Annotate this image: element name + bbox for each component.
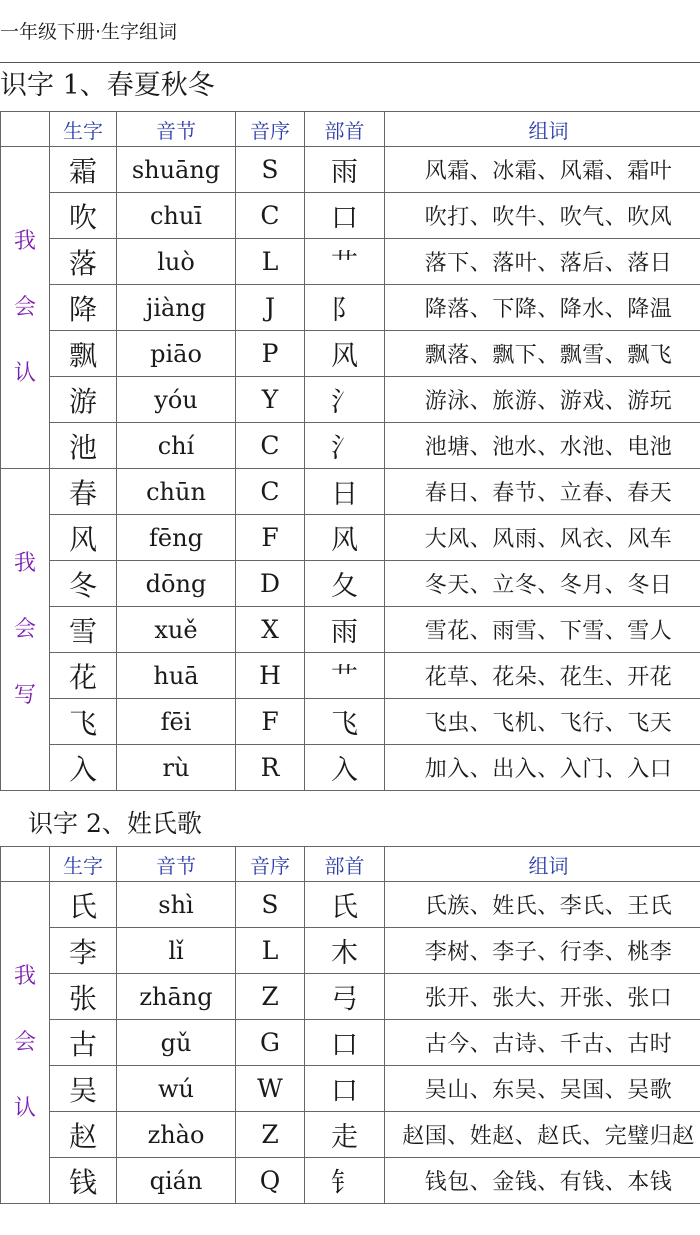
- pinyin-cell: rù: [117, 745, 236, 791]
- group-label-char: 会: [13, 1029, 36, 1055]
- phonetic-order-cell: C: [236, 423, 305, 469]
- radical-cell: 风: [305, 515, 385, 561]
- table-row: [1, 561, 700, 607]
- word-group-cell: 雪花、雨雪、下雪、雪人: [385, 607, 700, 653]
- table-row: [1, 1066, 700, 1112]
- table-row: [1, 469, 700, 515]
- character-cell: 冬: [50, 561, 117, 607]
- character-cell: 降: [50, 285, 117, 331]
- pinyin-cell: luò: [117, 239, 236, 285]
- phonetic-order-cell: D: [236, 561, 305, 607]
- table-header-row: [1, 112, 700, 147]
- word-group-cell: 冬天、立冬、冬月、冬日: [385, 561, 700, 607]
- word-group-cell: 春日、春节、立春、春天: [385, 469, 700, 515]
- character-cell: 池: [50, 423, 117, 469]
- character-cell: 钱: [50, 1158, 117, 1204]
- header-divider: [0, 62, 700, 63]
- pinyin-cell: chūn: [117, 469, 236, 515]
- character-cell: 李: [50, 928, 117, 974]
- character-cell: 吴: [50, 1066, 117, 1112]
- word-group-cell: 降落、下降、降水、降温: [385, 285, 700, 331]
- character-cell: 吹: [50, 193, 117, 239]
- character-cell: 春: [50, 469, 117, 515]
- lesson1-table: [0, 111, 700, 791]
- word-group-cell: 吴山、东吴、吴国、吴歌: [385, 1066, 700, 1112]
- radical-cell: 氵: [305, 423, 385, 469]
- table-row: [1, 239, 700, 285]
- word-group-cell: 落下、落叶、落后、落日: [385, 239, 700, 285]
- phonetic-order-cell: W: [236, 1066, 305, 1112]
- table-row: [1, 699, 700, 745]
- character-cell: 花: [50, 653, 117, 699]
- character-cell: 游: [50, 377, 117, 423]
- table-row: [1, 653, 700, 699]
- radical-cell: 氏: [305, 882, 385, 928]
- pinyin-cell: jiàng: [117, 285, 236, 331]
- phonetic-order-cell: Z: [236, 1112, 305, 1158]
- radical-cell: 艹: [305, 653, 385, 699]
- phonetic-order-cell: Z: [236, 974, 305, 1020]
- radical-cell: 雨: [305, 607, 385, 653]
- phonetic-order-cell: Y: [236, 377, 305, 423]
- radical-cell: 艹: [305, 239, 385, 285]
- word-group-cell: 李树、李子、行李、桃李: [385, 928, 700, 974]
- table-row: [1, 974, 700, 1020]
- pinyin-cell: shuāng: [117, 147, 236, 193]
- group-label: [1, 147, 50, 469]
- phonetic-order-cell: S: [236, 882, 305, 928]
- header-blank-cell: [1, 847, 50, 882]
- table-header-row: [1, 847, 700, 882]
- phonetic-order-cell: H: [236, 653, 305, 699]
- table-row: [1, 331, 700, 377]
- radical-cell: 口: [305, 1066, 385, 1112]
- group-label-char: 我: [13, 228, 36, 254]
- radical-cell: 日: [305, 469, 385, 515]
- table-row: [1, 423, 700, 469]
- word-group-cell: 吹打、吹牛、吹气、吹风: [385, 193, 700, 239]
- group-label: [1, 469, 50, 791]
- pinyin-cell: gǔ: [117, 1020, 236, 1066]
- word-group-cell: 张开、张大、开张、张口: [385, 974, 700, 1020]
- character-cell: 落: [50, 239, 117, 285]
- table-row: [1, 193, 700, 239]
- table-row: [1, 515, 700, 561]
- character-cell: 飘: [50, 331, 117, 377]
- pinyin-cell: piāo: [117, 331, 236, 377]
- phonetic-order-cell: X: [236, 607, 305, 653]
- character-cell: 古: [50, 1020, 117, 1066]
- group-label-char: 会: [13, 616, 36, 642]
- column-header-words: 组词: [385, 112, 700, 147]
- table-row: [1, 882, 700, 928]
- phonetic-order-cell: F: [236, 699, 305, 745]
- table-row: [1, 1020, 700, 1066]
- column-header-char: 生字: [50, 847, 117, 882]
- pinyin-cell: shì: [117, 882, 236, 928]
- column-header-order: 音序: [236, 847, 305, 882]
- page-header: 一年级下册·生字组词: [0, 21, 178, 43]
- character-cell: 入: [50, 745, 117, 791]
- radical-cell: 走: [305, 1112, 385, 1158]
- radical-cell: 入: [305, 745, 385, 791]
- radical-cell: 口: [305, 193, 385, 239]
- character-cell: 雪: [50, 607, 117, 653]
- table-row: [1, 745, 700, 791]
- word-group-cell: 游泳、旅游、游戏、游玩: [385, 377, 700, 423]
- character-cell: 赵: [50, 1112, 117, 1158]
- pinyin-cell: zhào: [117, 1112, 236, 1158]
- phonetic-order-cell: L: [236, 928, 305, 974]
- pinyin-cell: xuě: [117, 607, 236, 653]
- word-group-cell: 氏族、姓氏、李氏、王氏: [385, 882, 700, 928]
- word-group-cell: 花草、花朵、花生、开花: [385, 653, 700, 699]
- word-group-cell: 古今、古诗、千古、古时: [385, 1020, 700, 1066]
- word-group-cell: 赵国、姓赵、赵氏、完璧归赵: [385, 1112, 700, 1158]
- group-label: [1, 882, 50, 1204]
- phonetic-order-cell: Q: [236, 1158, 305, 1204]
- phonetic-order-cell: G: [236, 1020, 305, 1066]
- character-cell: 张: [50, 974, 117, 1020]
- radical-cell: 钅: [305, 1158, 385, 1204]
- column-header-order: 音序: [236, 112, 305, 147]
- group-label-char: 我: [13, 963, 36, 989]
- radical-cell: 阝: [305, 285, 385, 331]
- pinyin-cell: qián: [117, 1158, 236, 1204]
- phonetic-order-cell: L: [236, 239, 305, 285]
- lesson2-table: [0, 846, 700, 1204]
- table-row: [1, 285, 700, 331]
- column-header-words: 组词: [385, 847, 700, 882]
- group-label-char: 会: [13, 294, 36, 320]
- pinyin-cell: yóu: [117, 377, 236, 423]
- group-label-char: 我: [13, 550, 36, 576]
- radical-cell: 木: [305, 928, 385, 974]
- phonetic-order-cell: R: [236, 745, 305, 791]
- radical-cell: 弓: [305, 974, 385, 1020]
- pinyin-cell: chí: [117, 423, 236, 469]
- phonetic-order-cell: J: [236, 285, 305, 331]
- table-row: [1, 928, 700, 974]
- radical-cell: 口: [305, 1020, 385, 1066]
- character-cell: 飞: [50, 699, 117, 745]
- phonetic-order-cell: S: [236, 147, 305, 193]
- group-label-char: 认: [13, 360, 36, 386]
- pinyin-cell: huā: [117, 653, 236, 699]
- phonetic-order-cell: C: [236, 193, 305, 239]
- radical-cell: 夂: [305, 561, 385, 607]
- group-label-char: 认: [13, 1095, 36, 1121]
- column-header-char: 生字: [50, 112, 117, 147]
- lesson2-title: 识字 2、姓氏歌: [28, 809, 202, 838]
- column-header-pinyin: 音节: [117, 112, 236, 147]
- header-blank-cell: [1, 112, 50, 147]
- table-row: [1, 1112, 700, 1158]
- character-cell: 氏: [50, 882, 117, 928]
- phonetic-order-cell: P: [236, 331, 305, 377]
- lesson1-title: 识字 1、春夏秋冬: [0, 70, 215, 101]
- word-group-cell: 池塘、池水、水池、电池: [385, 423, 700, 469]
- character-cell: 风: [50, 515, 117, 561]
- column-header-radical: 部首: [305, 847, 385, 882]
- column-header-radical: 部首: [305, 112, 385, 147]
- table-row: [1, 607, 700, 653]
- table-row: [1, 1158, 700, 1204]
- pinyin-cell: lǐ: [117, 928, 236, 974]
- word-group-cell: 加入、出入、入门、入口: [385, 745, 700, 791]
- table-row: [1, 377, 700, 423]
- table-row: [1, 147, 700, 193]
- character-cell: 霜: [50, 147, 117, 193]
- pinyin-cell: dōng: [117, 561, 236, 607]
- phonetic-order-cell: F: [236, 515, 305, 561]
- word-group-cell: 风霜、冰霜、风霜、霜叶: [385, 147, 700, 193]
- radical-cell: 雨: [305, 147, 385, 193]
- radical-cell: 氵: [305, 377, 385, 423]
- word-group-cell: 飘落、飘下、飘雪、飘飞: [385, 331, 700, 377]
- radical-cell: 风: [305, 331, 385, 377]
- pinyin-cell: wú: [117, 1066, 236, 1112]
- radical-cell: 飞: [305, 699, 385, 745]
- pinyin-cell: fēi: [117, 699, 236, 745]
- pinyin-cell: chuī: [117, 193, 236, 239]
- column-header-pinyin: 音节: [117, 847, 236, 882]
- pinyin-cell: zhāng: [117, 974, 236, 1020]
- phonetic-order-cell: C: [236, 469, 305, 515]
- word-group-cell: 飞虫、飞机、飞行、飞天: [385, 699, 700, 745]
- group-label-char: 写: [13, 682, 36, 708]
- pinyin-cell: fēng: [117, 515, 236, 561]
- word-group-cell: 大风、风雨、风衣、风车: [385, 515, 700, 561]
- word-group-cell: 钱包、金钱、有钱、本钱: [385, 1158, 700, 1204]
